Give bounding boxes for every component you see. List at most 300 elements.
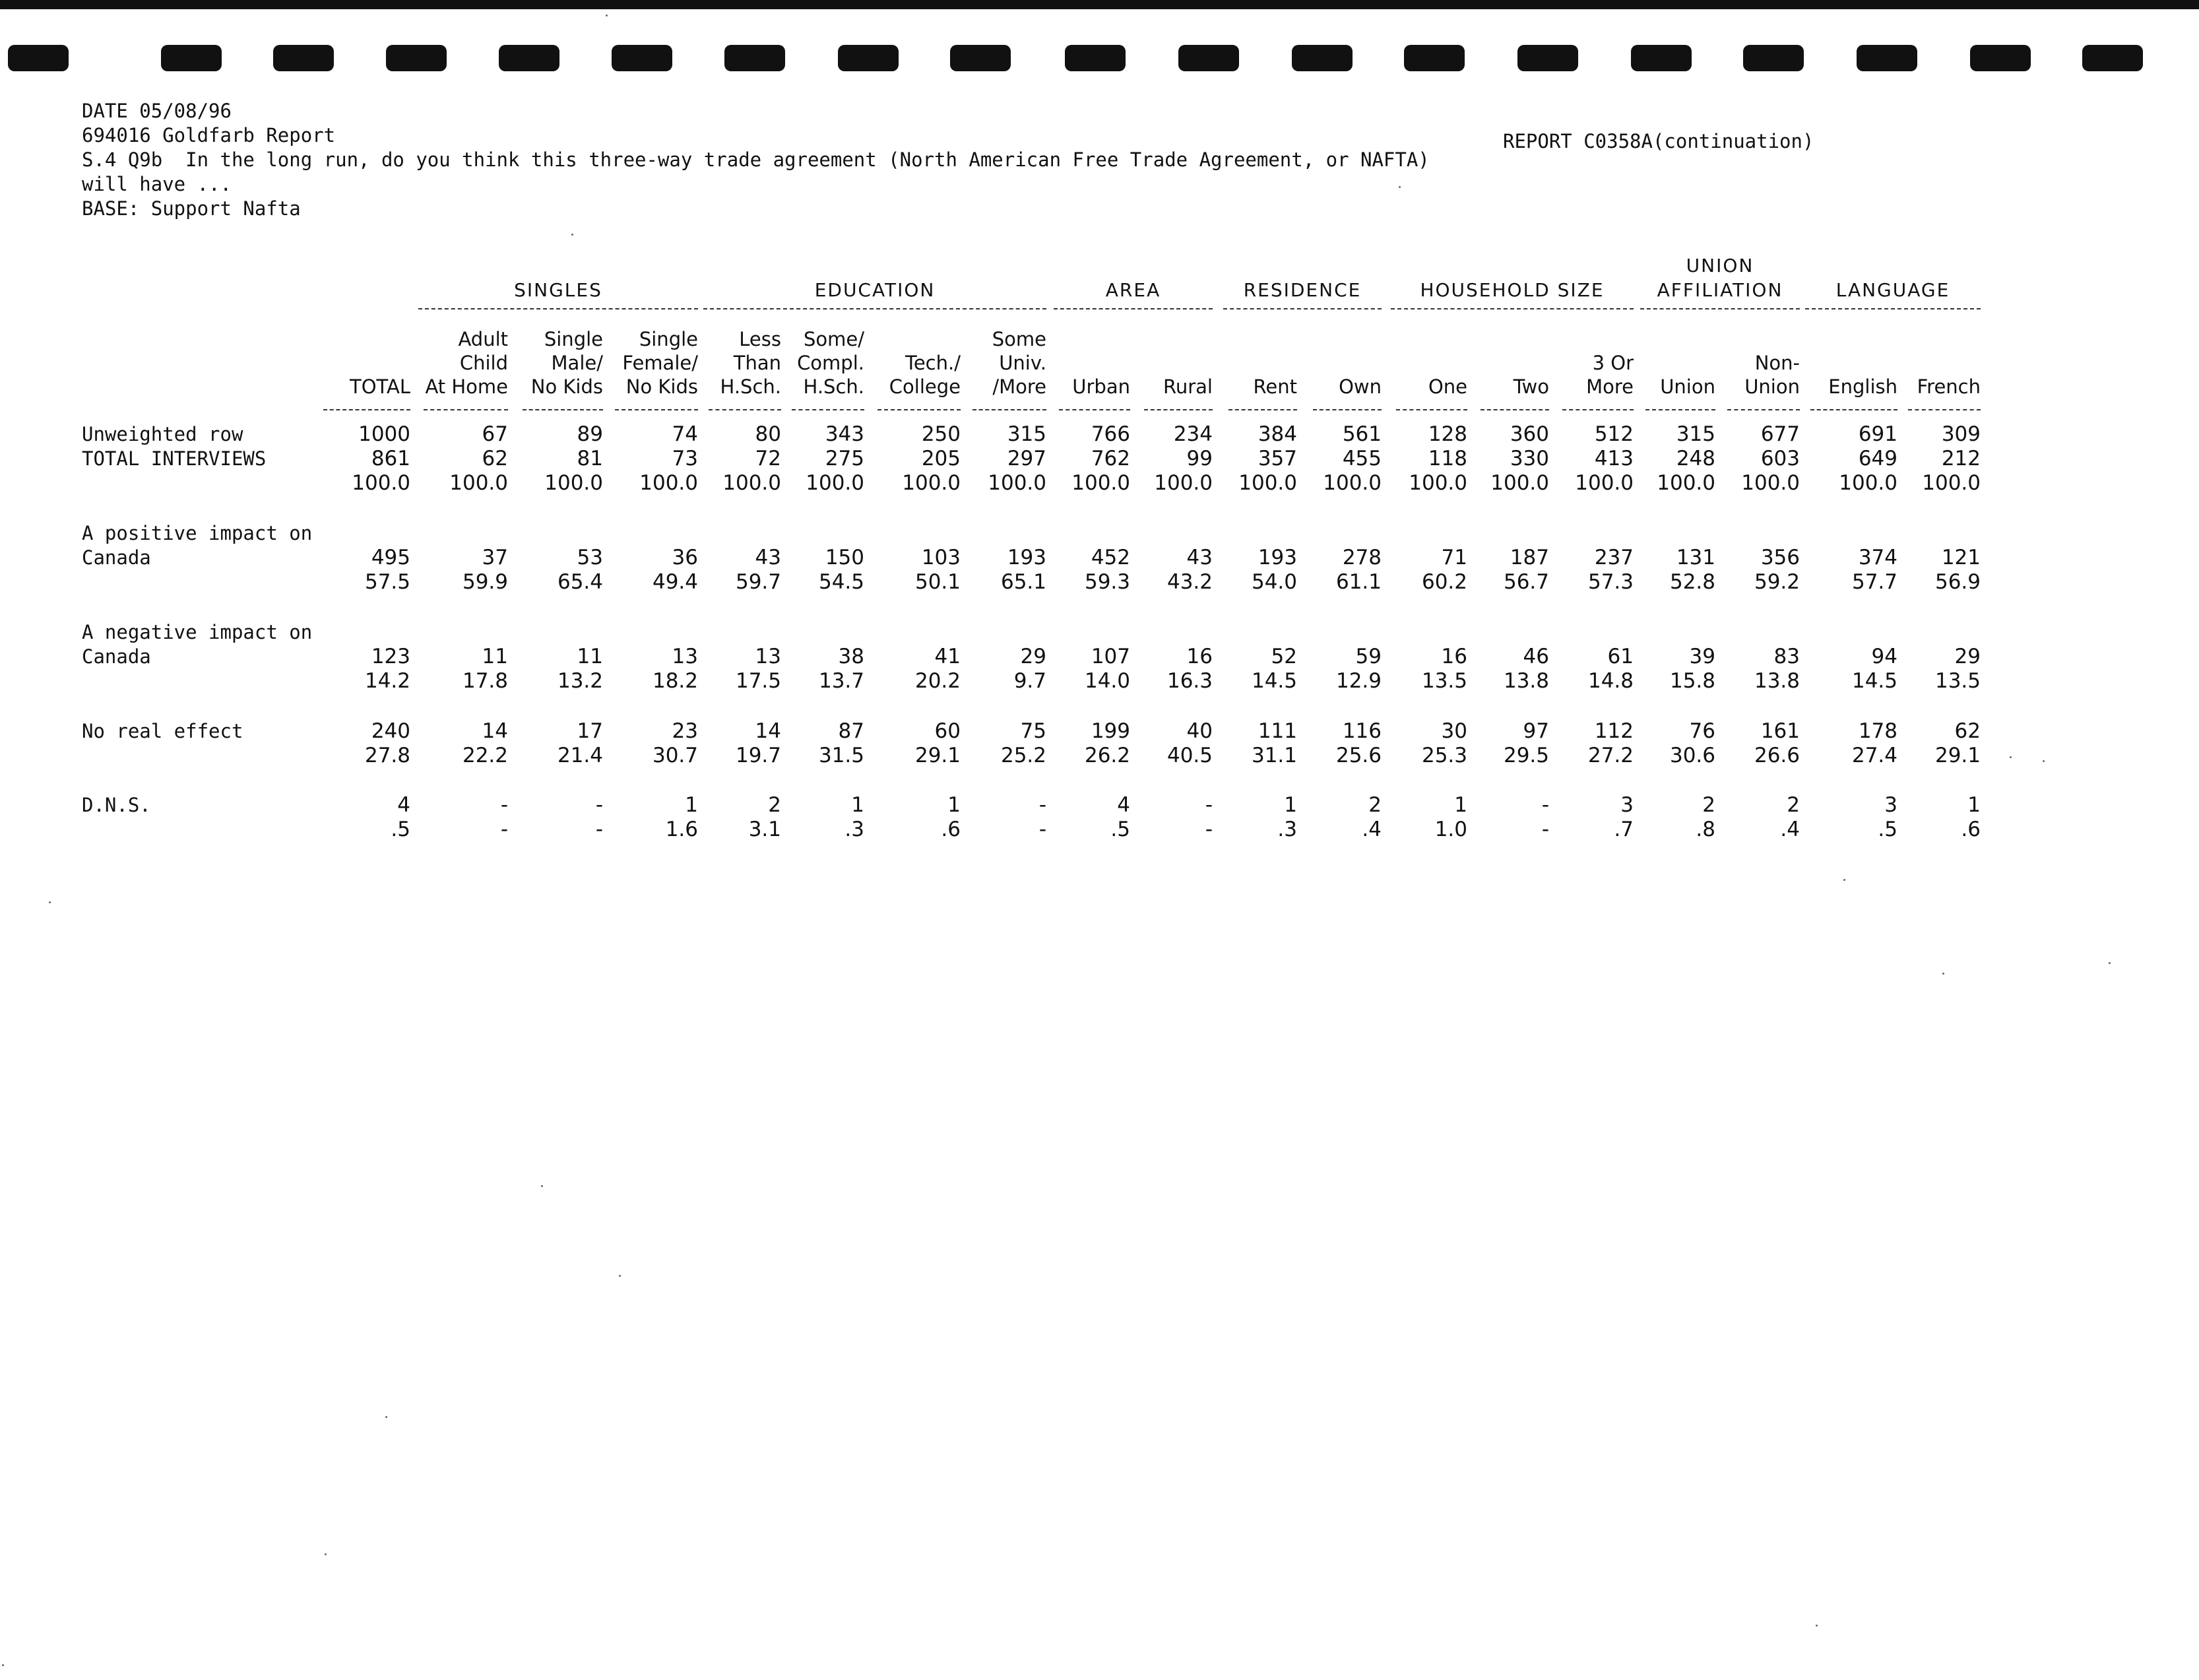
column-underline bbox=[709, 409, 781, 410]
row-label: A negative impact on Canada bbox=[82, 621, 313, 668]
table-cell: 100.0 bbox=[902, 471, 961, 495]
table-cell: 187 bbox=[1510, 546, 1549, 569]
table-cell: 60.2 bbox=[1421, 570, 1467, 594]
table-cell: 11 bbox=[482, 645, 508, 668]
scan-speck bbox=[2010, 756, 2012, 758]
table-cell: 59.3 bbox=[1084, 570, 1130, 594]
table-cell: 13 bbox=[672, 645, 698, 668]
table-cell: 9.7 bbox=[1013, 669, 1046, 693]
table-cell: 11 bbox=[577, 645, 603, 668]
table-cell: 100.0 bbox=[722, 471, 781, 495]
column-group-residence: RESIDENCE bbox=[1243, 279, 1362, 301]
table-cell: 121 bbox=[1941, 546, 1981, 569]
table-cell: .3 bbox=[845, 818, 864, 841]
scan-speck bbox=[606, 15, 608, 16]
table-cell: .7 bbox=[1614, 818, 1634, 841]
table-cell: .6 bbox=[941, 818, 961, 841]
column-header: Non- Union bbox=[1744, 352, 1800, 398]
table-cell: 97 bbox=[1523, 719, 1549, 743]
table-cell: 100.0 bbox=[806, 471, 864, 495]
table-cell: .4 bbox=[1780, 818, 1800, 841]
column-header: Urban bbox=[1072, 375, 1130, 398]
table-cell: 17 bbox=[577, 719, 603, 743]
top-edge-bar bbox=[0, 0, 2199, 9]
table-cell: 13.8 bbox=[1754, 669, 1800, 693]
table-cell: 199 bbox=[1091, 719, 1130, 743]
feed-hole bbox=[1404, 45, 1465, 71]
table-cell: 3.1 bbox=[748, 818, 781, 841]
table-cell: 13.5 bbox=[1934, 669, 1981, 693]
table-cell: 31.5 bbox=[818, 744, 864, 767]
column-underline bbox=[1313, 409, 1382, 410]
table-cell: 1 bbox=[851, 793, 864, 817]
feed-hole bbox=[1065, 45, 1126, 71]
table-cell: 94 bbox=[1871, 645, 1897, 668]
table-cell: 27.4 bbox=[1851, 744, 1897, 767]
table-cell: 43 bbox=[755, 546, 781, 569]
feed-hole bbox=[1970, 45, 2031, 71]
table-cell: 766 bbox=[1091, 422, 1130, 446]
table-cell: 23 bbox=[672, 719, 698, 743]
table-cell: .3 bbox=[1277, 818, 1297, 841]
column-header: Tech./ College bbox=[889, 352, 961, 398]
column-header: French bbox=[1917, 375, 1981, 398]
table-cell: 56.7 bbox=[1503, 570, 1549, 594]
table-cell: 59.7 bbox=[735, 570, 781, 594]
table-cell: 29 bbox=[1954, 645, 1981, 668]
table-cell: 178 bbox=[1858, 719, 1897, 743]
table-cell: 100.0 bbox=[1409, 471, 1467, 495]
column-underline bbox=[523, 409, 603, 410]
question-line-1: S.4 Q9b In the long run, do you think this three-way trade agreement (North American Free Trade Agreement, or NAFTA) bbox=[82, 148, 1430, 171]
scan-speck bbox=[619, 1275, 621, 1277]
table-cell: 1 bbox=[685, 793, 698, 817]
group-underline bbox=[1805, 308, 1981, 309]
table-cell: 649 bbox=[1858, 447, 1897, 470]
table-cell: 297 bbox=[1007, 447, 1046, 470]
table-cell: 30 bbox=[1441, 719, 1467, 743]
column-group-household-size: HOUSEHOLD SIZE bbox=[1420, 279, 1605, 301]
column-header: English bbox=[1828, 375, 1897, 398]
column-header: Rural bbox=[1163, 375, 1213, 398]
column-underline bbox=[615, 409, 698, 410]
table-cell: 111 bbox=[1258, 719, 1297, 743]
table-cell: 100.0 bbox=[1922, 471, 1981, 495]
table-cell: 14.8 bbox=[1587, 669, 1634, 693]
feed-hole bbox=[161, 45, 222, 71]
table-cell: 1000 bbox=[358, 422, 410, 446]
table-cell: 2 bbox=[1787, 793, 1800, 817]
table-cell: 41 bbox=[934, 645, 961, 668]
table-cell: 60 bbox=[934, 719, 961, 743]
table-cell: 25.6 bbox=[1335, 744, 1382, 767]
table-cell: 1 bbox=[947, 793, 961, 817]
column-header: One bbox=[1428, 375, 1467, 398]
table-cell: 100.0 bbox=[352, 471, 410, 495]
feed-hole bbox=[499, 45, 559, 71]
table-cell: .4 bbox=[1362, 818, 1382, 841]
table-cell: 25.3 bbox=[1421, 744, 1467, 767]
table-cell: 13.8 bbox=[1503, 669, 1549, 693]
scan-speck bbox=[325, 1553, 327, 1555]
table-cell: 40 bbox=[1186, 719, 1213, 743]
table-cell: 87 bbox=[838, 719, 864, 743]
column-underline bbox=[1059, 409, 1130, 410]
column-underline bbox=[1144, 409, 1213, 410]
table-cell: 56.9 bbox=[1934, 570, 1981, 594]
column-header: Single Female/ No Kids bbox=[622, 328, 698, 398]
table-cell: 81 bbox=[577, 447, 603, 470]
column-header: Single Male/ No Kids bbox=[530, 328, 603, 398]
group-underline bbox=[1391, 308, 1634, 309]
table-cell: 73 bbox=[672, 447, 698, 470]
column-header: Less Than H.Sch. bbox=[720, 328, 781, 398]
feed-hole bbox=[1743, 45, 1804, 71]
feed-hole bbox=[1631, 45, 1692, 71]
table-cell: 15.8 bbox=[1669, 669, 1715, 693]
scan-speck bbox=[2, 1664, 4, 1666]
feed-hole bbox=[838, 45, 899, 71]
row-label: D.N.S. bbox=[82, 794, 151, 816]
table-cell: 26.2 bbox=[1084, 744, 1130, 767]
feed-hole bbox=[724, 45, 785, 71]
table-cell: 100.0 bbox=[1839, 471, 1897, 495]
table-cell: 193 bbox=[1007, 546, 1046, 569]
column-underline bbox=[1396, 409, 1467, 410]
group-underline bbox=[1054, 308, 1213, 309]
column-group-singles: SINGLES bbox=[514, 279, 602, 301]
column-underline bbox=[1908, 409, 1981, 410]
table-cell: - bbox=[1541, 818, 1549, 841]
table-cell: 1.6 bbox=[665, 818, 698, 841]
table-cell: 46 bbox=[1523, 645, 1549, 668]
table-cell: 27.8 bbox=[364, 744, 410, 767]
table-cell: 12.9 bbox=[1335, 669, 1382, 693]
feed-hole bbox=[1292, 45, 1353, 71]
feed-hole bbox=[1857, 45, 1917, 71]
scan-speck bbox=[571, 234, 573, 236]
table-cell: 22.2 bbox=[462, 744, 508, 767]
table-cell: 561 bbox=[1342, 422, 1382, 446]
column-underline bbox=[792, 409, 864, 410]
table-cell: 3 bbox=[1884, 793, 1897, 817]
table-cell: 49.4 bbox=[652, 570, 698, 594]
column-header: Two bbox=[1513, 375, 1549, 398]
table-cell: 14.2 bbox=[364, 669, 410, 693]
table-cell: 452 bbox=[1091, 546, 1130, 569]
scan-speck bbox=[2109, 962, 2111, 964]
feed-hole bbox=[273, 45, 334, 71]
table-cell: 161 bbox=[1760, 719, 1800, 743]
column-underline bbox=[1645, 409, 1715, 410]
table-cell: 691 bbox=[1858, 422, 1897, 446]
table-cell: 59.2 bbox=[1754, 570, 1800, 594]
table-cell: 80 bbox=[755, 422, 781, 446]
table-cell: 193 bbox=[1258, 546, 1297, 569]
column-group-union-affiliation: UNION AFFILIATION bbox=[1657, 255, 1783, 301]
table-cell: 16 bbox=[1441, 645, 1467, 668]
table-cell: 205 bbox=[921, 447, 961, 470]
table-cell: 100.0 bbox=[639, 471, 698, 495]
column-header: Own bbox=[1339, 375, 1382, 398]
report-id: REPORT C0358A(continuation) bbox=[1503, 130, 1814, 152]
table-cell: 603 bbox=[1760, 447, 1800, 470]
table-cell: 52 bbox=[1271, 645, 1297, 668]
table-cell: 237 bbox=[1594, 546, 1634, 569]
scan-speck bbox=[541, 1185, 543, 1187]
table-cell: 2 bbox=[1368, 793, 1382, 817]
table-cell: 100.0 bbox=[988, 471, 1046, 495]
table-cell: 59.9 bbox=[462, 570, 508, 594]
feed-hole bbox=[612, 45, 672, 71]
row-label: A positive impact on Canada bbox=[82, 522, 313, 569]
table-cell: 250 bbox=[921, 422, 961, 446]
table-cell: 14.5 bbox=[1251, 669, 1297, 693]
table-cell: 65.4 bbox=[557, 570, 603, 594]
table-cell: 13 bbox=[755, 645, 781, 668]
column-header: TOTAL bbox=[350, 375, 410, 398]
table-cell: 315 bbox=[1007, 422, 1046, 446]
scan-speck bbox=[1816, 1625, 1818, 1627]
table-cell: 100.0 bbox=[1490, 471, 1549, 495]
table-cell: 100.0 bbox=[449, 471, 508, 495]
table-cell: 762 bbox=[1091, 447, 1130, 470]
tractor-feed-holes bbox=[0, 45, 2199, 73]
table-cell: 100.0 bbox=[1657, 471, 1715, 495]
table-cell: 677 bbox=[1760, 422, 1800, 446]
table-cell: .8 bbox=[1696, 818, 1715, 841]
feed-hole bbox=[1178, 45, 1239, 71]
table-cell: 13.5 bbox=[1421, 669, 1467, 693]
table-cell: 26.6 bbox=[1754, 744, 1800, 767]
table-cell: 30.7 bbox=[652, 744, 698, 767]
column-group-area: AREA bbox=[1105, 279, 1161, 301]
table-cell: 384 bbox=[1258, 422, 1297, 446]
scan-speck bbox=[1843, 879, 1845, 881]
table-cell: 100.0 bbox=[1323, 471, 1382, 495]
table-cell: 14 bbox=[482, 719, 508, 743]
table-cell: 4 bbox=[397, 793, 410, 817]
table-cell: - bbox=[595, 818, 603, 841]
table-cell: 118 bbox=[1428, 447, 1467, 470]
table-cell: 360 bbox=[1510, 422, 1549, 446]
column-underline bbox=[1562, 409, 1634, 410]
group-underline bbox=[703, 308, 1046, 309]
table-cell: 36 bbox=[672, 546, 698, 569]
column-header: Rent bbox=[1253, 375, 1297, 398]
table-cell: - bbox=[1205, 818, 1213, 841]
table-cell: 248 bbox=[1676, 447, 1715, 470]
table-cell: 100.0 bbox=[544, 471, 603, 495]
table-cell: 31.1 bbox=[1251, 744, 1297, 767]
column-underline bbox=[1727, 409, 1800, 410]
table-cell: .5 bbox=[1110, 818, 1130, 841]
table-cell: 21.4 bbox=[557, 744, 603, 767]
scan-speck bbox=[2043, 760, 2045, 762]
table-cell: 54.5 bbox=[818, 570, 864, 594]
table-cell: 309 bbox=[1941, 422, 1981, 446]
table-cell: 413 bbox=[1594, 447, 1634, 470]
table-cell: 123 bbox=[371, 645, 410, 668]
table-cell: 100.0 bbox=[1575, 471, 1634, 495]
table-cell: 72 bbox=[755, 447, 781, 470]
table-cell: 107 bbox=[1091, 645, 1130, 668]
table-cell: 19.7 bbox=[735, 744, 781, 767]
column-group-education: EDUCATION bbox=[814, 279, 936, 301]
row-label: Unweighted row TOTAL INTERVIEWS bbox=[82, 423, 267, 470]
table-cell: 315 bbox=[1676, 422, 1715, 446]
table-cell: 1 bbox=[1967, 793, 1981, 817]
table-cell: 16 bbox=[1186, 645, 1213, 668]
table-cell: 455 bbox=[1342, 447, 1382, 470]
table-cell: 14.0 bbox=[1084, 669, 1130, 693]
scan-speck bbox=[49, 901, 51, 903]
table-cell: 14 bbox=[755, 719, 781, 743]
column-underline bbox=[877, 409, 961, 410]
table-cell: 18.2 bbox=[652, 669, 698, 693]
table-cell: 25.2 bbox=[1000, 744, 1046, 767]
table-cell: 16.3 bbox=[1166, 669, 1213, 693]
table-cell: 67 bbox=[482, 422, 508, 446]
table-cell: 57.5 bbox=[364, 570, 410, 594]
table-cell: - bbox=[500, 793, 508, 817]
table-cell: 13.7 bbox=[818, 669, 864, 693]
table-cell: 89 bbox=[577, 422, 603, 446]
table-cell: 128 bbox=[1428, 422, 1467, 446]
table-cell: 53 bbox=[577, 546, 603, 569]
table-cell: 343 bbox=[825, 422, 864, 446]
table-cell: 330 bbox=[1510, 447, 1549, 470]
question-line-2: will have ... bbox=[82, 173, 232, 195]
table-cell: 76 bbox=[1689, 719, 1715, 743]
table-cell: 30.6 bbox=[1669, 744, 1715, 767]
table-cell: 17.5 bbox=[735, 669, 781, 693]
table-cell: 59 bbox=[1355, 645, 1382, 668]
column-header: Some Univ. /More bbox=[992, 328, 1046, 398]
report-date: DATE 05/08/96 bbox=[82, 100, 232, 122]
table-cell: 1 bbox=[1454, 793, 1467, 817]
table-cell: 83 bbox=[1773, 645, 1800, 668]
table-cell: 495 bbox=[371, 546, 410, 569]
table-cell: 57.7 bbox=[1851, 570, 1897, 594]
table-cell: 112 bbox=[1594, 719, 1634, 743]
column-header: Adult Child At Home bbox=[425, 328, 508, 398]
table-cell: 1.0 bbox=[1434, 818, 1467, 841]
table-cell: 74 bbox=[672, 422, 698, 446]
group-underline bbox=[418, 308, 698, 309]
table-cell: 61.1 bbox=[1335, 570, 1382, 594]
table-cell: .6 bbox=[1961, 818, 1981, 841]
scan-speck bbox=[1942, 973, 1944, 975]
table-cell: 278 bbox=[1342, 546, 1382, 569]
table-cell: 103 bbox=[921, 546, 961, 569]
feed-hole bbox=[1517, 45, 1578, 71]
table-cell: 29.5 bbox=[1503, 744, 1549, 767]
scan-speck bbox=[1399, 186, 1401, 188]
table-cell: 212 bbox=[1941, 447, 1981, 470]
table-cell: 150 bbox=[825, 546, 864, 569]
table-cell: 39 bbox=[1689, 645, 1715, 668]
table-cell: 13.2 bbox=[557, 669, 603, 693]
table-cell: 275 bbox=[825, 447, 864, 470]
table-cell: 100.0 bbox=[1238, 471, 1297, 495]
table-cell: 512 bbox=[1594, 422, 1634, 446]
table-cell: 2 bbox=[1702, 793, 1715, 817]
table-cell: 357 bbox=[1258, 447, 1297, 470]
table-cell: 100.0 bbox=[1154, 471, 1213, 495]
feed-hole bbox=[8, 45, 69, 71]
table-cell: 43 bbox=[1186, 546, 1213, 569]
table-cell: 374 bbox=[1858, 546, 1897, 569]
table-cell: 52.8 bbox=[1669, 570, 1715, 594]
feed-hole bbox=[386, 45, 447, 71]
table-cell: 50.1 bbox=[914, 570, 961, 594]
table-cell: 4 bbox=[1117, 793, 1130, 817]
column-underline bbox=[424, 409, 508, 410]
feed-hole bbox=[2082, 45, 2143, 71]
table-cell: 29 bbox=[1020, 645, 1046, 668]
column-underline bbox=[1481, 409, 1549, 410]
table-cell: 37 bbox=[482, 546, 508, 569]
table-cell: 57.3 bbox=[1587, 570, 1634, 594]
report-name: 694016 Goldfarb Report bbox=[82, 124, 336, 146]
feed-hole bbox=[950, 45, 1011, 71]
table-cell: - bbox=[1038, 818, 1046, 841]
table-cell: .5 bbox=[1878, 818, 1897, 841]
table-cell: 3 bbox=[1620, 793, 1634, 817]
scan-speck bbox=[385, 1416, 387, 1418]
table-cell: 17.8 bbox=[462, 669, 508, 693]
table-cell: 2 bbox=[768, 793, 781, 817]
table-cell: 29.1 bbox=[914, 744, 961, 767]
table-cell: 61 bbox=[1607, 645, 1634, 668]
column-header: Union bbox=[1660, 375, 1715, 398]
group-underline bbox=[1223, 308, 1382, 309]
table-cell: - bbox=[500, 818, 508, 841]
table-cell: 54.0 bbox=[1251, 570, 1297, 594]
column-underline bbox=[1810, 409, 1897, 410]
table-cell: 38 bbox=[838, 645, 864, 668]
table-cell: 1 bbox=[1284, 793, 1297, 817]
group-underline bbox=[1640, 308, 1800, 309]
table-cell: 861 bbox=[371, 447, 410, 470]
table-cell: 27.2 bbox=[1587, 744, 1634, 767]
table-cell: - bbox=[595, 793, 603, 817]
table-cell: 131 bbox=[1676, 546, 1715, 569]
table-cell: 100.0 bbox=[1741, 471, 1800, 495]
table-cell: 99 bbox=[1186, 447, 1213, 470]
table-cell: 116 bbox=[1342, 719, 1382, 743]
table-cell: 75 bbox=[1020, 719, 1046, 743]
table-cell: 62 bbox=[482, 447, 508, 470]
table-cell: 20.2 bbox=[914, 669, 961, 693]
table-cell: 43.2 bbox=[1166, 570, 1213, 594]
table-cell: 240 bbox=[371, 719, 410, 743]
table-cell: 29.1 bbox=[1934, 744, 1981, 767]
table-cell: 40.5 bbox=[1166, 744, 1213, 767]
table-cell: 356 bbox=[1760, 546, 1800, 569]
row-label: No real effect bbox=[82, 720, 243, 742]
base-line: BASE: Support Nafta bbox=[82, 197, 301, 220]
column-underline bbox=[972, 409, 1046, 410]
table-cell: 234 bbox=[1173, 422, 1213, 446]
column-group-language: LANGUAGE bbox=[1835, 279, 1950, 301]
table-cell: 14.5 bbox=[1851, 669, 1897, 693]
table-cell: 100.0 bbox=[1071, 471, 1130, 495]
column-underline bbox=[1228, 409, 1297, 410]
table-cell: - bbox=[1038, 793, 1046, 817]
column-header: Some/ Compl. H.Sch. bbox=[797, 328, 864, 398]
